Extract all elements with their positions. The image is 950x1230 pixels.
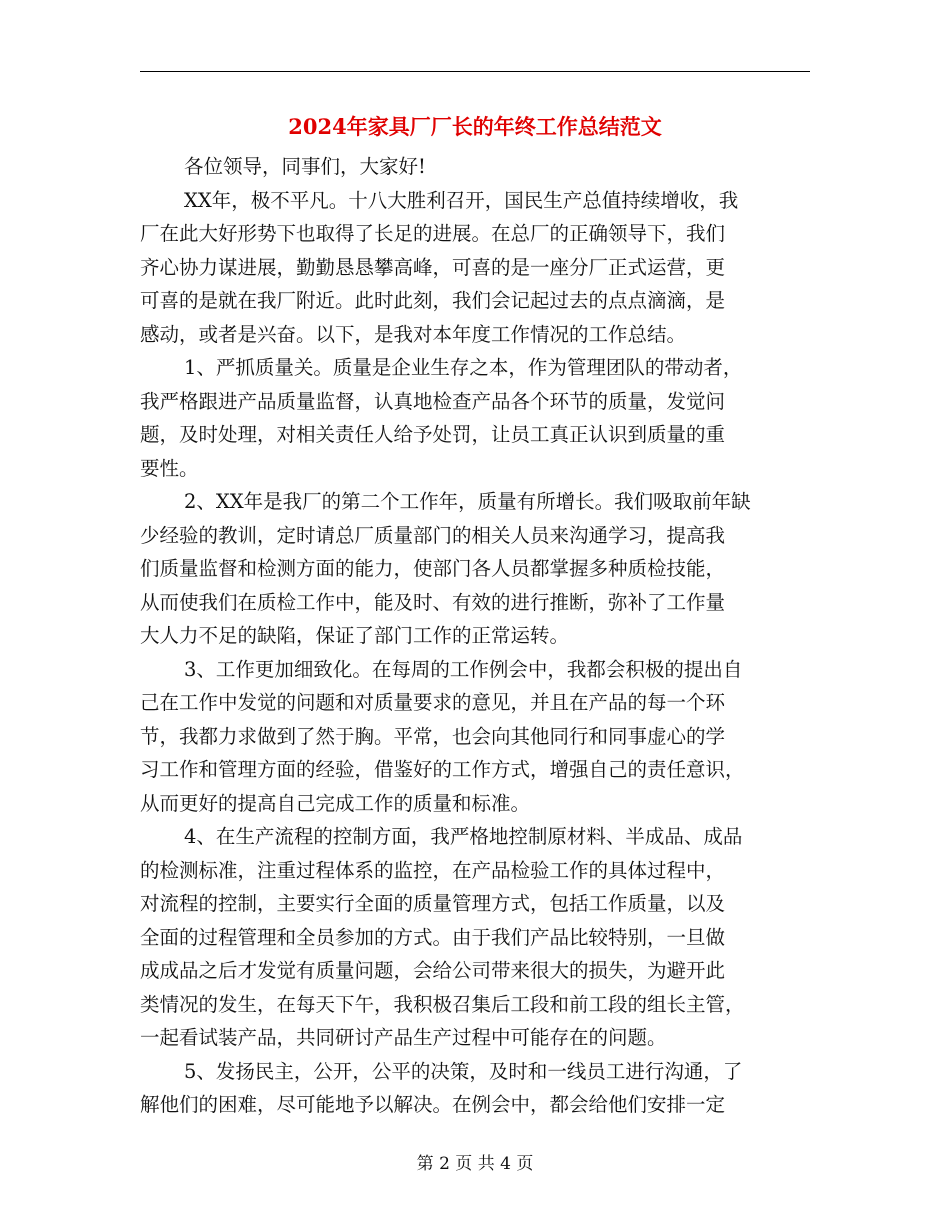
paragraph-line: 大人力不足的缺陷，保证了部门工作的正常运转。 [140,624,570,647]
paragraph-first-line: 3、工作更加细致化。在每周的工作例会中，我都会积极的提出自 [184,657,743,681]
paragraph-first-line: 5、发扬民主，公开，公平的决策，及时和一线员工进行沟通，了 [184,1059,743,1083]
paragraph-line: 对流程的控制，主要实行全面的质量管理方式，包括工作质量，以及 [140,892,726,915]
paragraph-first-line: XX年，极不平凡。十八大胜利召开，国民生产总值持续增收，我 [184,188,739,212]
paragraph-line: 齐心协力谋进展，勤勤恳恳攀高峰，可喜的是一座分厂正式运营，更 [140,255,726,279]
paragraph-first-line: 2、XX年是我厂的第二个工作年，质量有所增长。我们吸取前年缺 [184,490,751,513]
paragraph-line: 们质量监督和检测方面的能力，使部门各人员都掌握多种质检技能， [140,557,726,580]
paragraph-line: 习工作和管理方面的经验，借鉴好的工作方式，增强自己的责任意识， [140,758,745,781]
paragraph-line: 可喜的是就在我厂附近。此时此刻，我们会记起过去的点点滴滴，是 [140,289,726,312]
paragraph-first-line: 1、严抓质量关。质量是企业生存之本，作为管理团队的带动者， [184,356,743,379]
paragraph-line: 我严格跟进产品质量监督，认真地检查产品各个环节的质量，发觉问 [140,389,726,413]
paragraph-first-line: 各位领导，同事们，大家好! [184,155,426,178]
document-body [140,150,810,1122]
paragraph-line: 一起看试装产品，共同研讨产品生产过程中可能存在的问题。 [140,1026,667,1049]
paragraph-line: 成成品之后才发觉有质量问题，会给公司带来很大的损失，为避开此 [140,959,726,982]
paragraph-line: 题，及时处理，对相关责任人给予处罚，让员工真正认识到质量的重 [140,423,726,446]
paragraph-first-line: 4、在生产流程的控制方面，我严格地控制原材料、半成品、成品 [184,825,743,848]
paragraph-line: 要性。 [140,456,199,480]
paragraph-line: 的检测标准，注重过程体系的监控，在产品检验工作的具体过程中， [140,858,726,882]
paragraph-line: 节，我都力求做到了然于胸。平常，也会向其他同行和同事虚心的学 [140,724,726,748]
paragraph-line: 全面的过程管理和全员参加的方式。由于我们产品比较特别，一旦做 [140,925,726,949]
paragraph-line: 类情况的发生，在每天下午，我积极召集后工段和前工段的组长主管， [140,992,745,1016]
paragraph-line: 从而更好的提高自己完成工作的质量和标准。 [140,791,531,815]
paragraph-line: 解他们的困难，尽可能地予以解决。在例会中，都会给他们安排一定 [140,1093,726,1116]
paragraph-line: 感动，或者是兴奋。以下，是我对本年度工作情况的工作总结。 [140,322,687,346]
paragraph-line: 己在工作中发觉的问题和对质量要求的意见，并且在产品的每一个环 [140,691,726,714]
paragraph-line: 少经验的教训，定时请总厂质量部门的相关人员来沟通学习，提高我 [140,523,726,547]
paragraph-line: 从而使我们在质检工作中，能及时、有效的进行推断，弥补了工作量 [140,590,726,614]
page-footer: 第 2 页 共 4 页 [416,1154,534,1174]
paragraph-line: 厂在此大好形势下也取得了长足的进展。在总厂的正确领导下，我们 [140,222,726,245]
header-rule [140,71,810,72]
document-title: 2024年家具厂厂长的年终工作总结范文 [288,114,662,139]
